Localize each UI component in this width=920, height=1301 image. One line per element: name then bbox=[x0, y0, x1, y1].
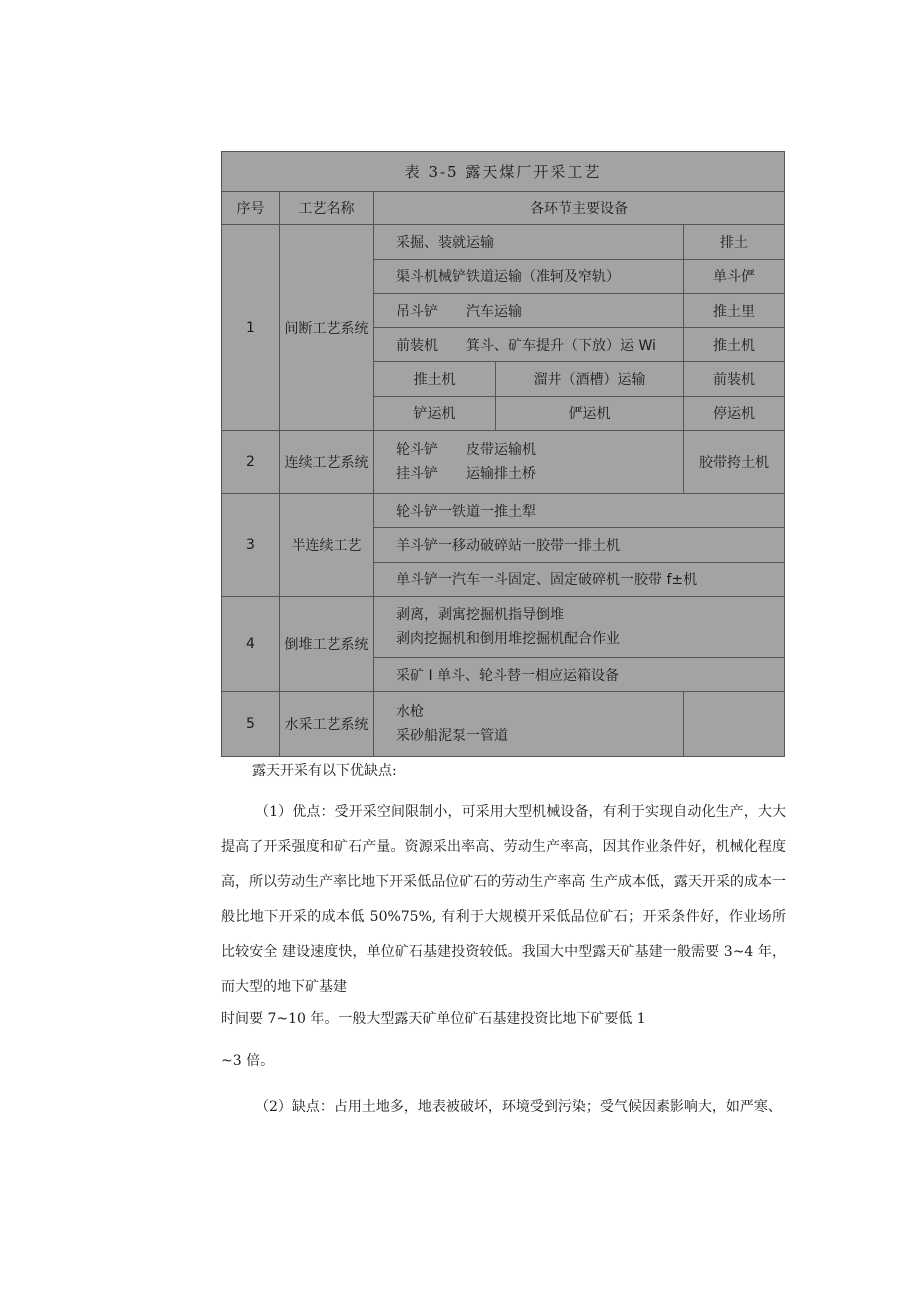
row4-line2: 剥肉挖掘机和倒用堆挖掘机配合作业 bbox=[396, 631, 620, 648]
table-caption: 表 3-5 露天煤厂开采工艺 bbox=[222, 152, 785, 192]
row1-line1-main: 采掘、装就运输 bbox=[374, 225, 684, 259]
row1-line4-b: 箕斗、矿车提升（下放）运 Wi bbox=[466, 337, 656, 354]
row5-line1: 水枪 bbox=[396, 704, 424, 721]
row4-num: 4 bbox=[222, 596, 280, 692]
header-process-name: 工艺名称 bbox=[280, 192, 374, 225]
row1-line2-right: 单斗俨 bbox=[684, 259, 785, 293]
row1-line5-left: 推土机 bbox=[374, 362, 496, 396]
header-equipment: 各环节主要设备 bbox=[374, 192, 785, 225]
mining-process-table bbox=[221, 151, 785, 757]
table-row bbox=[222, 596, 785, 657]
table-row bbox=[222, 692, 785, 757]
row3-num: 3 bbox=[222, 494, 280, 597]
caption-row bbox=[222, 152, 785, 192]
row2-line1 bbox=[396, 438, 683, 462]
row5-line2: 采砂船泥泵一管道 bbox=[396, 728, 508, 745]
row5-main bbox=[374, 692, 684, 757]
row1-line3-b: 汽车运输 bbox=[466, 303, 522, 320]
body-paragraph-disadvantages: （2）缺点：占用土地多，地表被破坏，环境受到污染；受气候因素影响大，如严寒、 bbox=[255, 1099, 782, 1115]
body-paragraph-cont: 时间要 7~10 年。一般大型露天矿单位矿石基建投资比地下矿要低 1 bbox=[221, 1011, 646, 1027]
row2-line2 bbox=[396, 462, 683, 486]
body-paragraph-advantages: （1）优点：受开采空间限制小，可采用大型机械设备，有利于实现自动化生产，大大提高了开采强度和矿石产量。资源采出率高、劳动生产率高，因其作业条件好，机械化程度高，所以劳动生产率比地下开采低品位矿石的劳动生产率高 生产成本低，露天开采的成本一般比地下开采的成本低 50%75%, 有利于大规模开采低品位矿石；开采条件好，作业场所比较安全 建设速度快，单位矿石基建投资较低。我国大中型露天矿基建一般需要 3~4 年，而大型的地下矿基建 bbox=[221, 804, 786, 995]
row2-name: 连续工艺系统 bbox=[280, 430, 374, 493]
table-row bbox=[222, 494, 785, 528]
row5-name: 水采工艺系统 bbox=[280, 692, 374, 757]
row1-line4-a: 前装机 bbox=[396, 337, 438, 354]
table-row bbox=[222, 225, 785, 259]
row4-line1: 剥离，剥寓挖掘机指导倒堆 bbox=[396, 607, 564, 624]
row3-line2: 羊斗铲一移动破碎站一胶带一排土机 bbox=[374, 528, 785, 562]
row1-line2-main: 渠斗机械铲铁道运输（准轲及窄轨） bbox=[374, 259, 684, 293]
header-row bbox=[222, 192, 785, 225]
row1-line6-mid: 俨运机 bbox=[496, 396, 684, 430]
row2-line1-a: 轮斗铲 bbox=[396, 442, 438, 458]
row1-line4-main bbox=[374, 328, 684, 362]
row1-line1-right: 排土 bbox=[684, 225, 785, 259]
row1-line3-right: 推土里 bbox=[684, 293, 785, 327]
row4-line3: 采矿 I 单斗、轮斗替一相应运箱设备 bbox=[374, 658, 785, 692]
row3-line3: 单斗铲一汽车一斗固定、固定破碎机一胶带 f±机 bbox=[374, 562, 785, 596]
row3-name: 半连续工艺 bbox=[280, 494, 374, 597]
row5-right-empty bbox=[684, 692, 785, 757]
row1-line5-mid: 溜井（酒槽）运输 bbox=[496, 362, 684, 396]
table-row bbox=[222, 430, 785, 493]
row1-name: 间断工艺系统 bbox=[280, 225, 374, 430]
row1-line5-right: 前装机 bbox=[684, 362, 785, 396]
row4-main bbox=[374, 596, 785, 657]
row1-line3-main bbox=[374, 293, 684, 327]
row1-line6-right: 停运机 bbox=[684, 396, 785, 430]
row1-num: 1 bbox=[222, 225, 280, 430]
row2-right: 胶带挎土机 bbox=[684, 430, 785, 493]
row1-line3-a: 吊斗铲 bbox=[396, 303, 438, 320]
row4-name: 倒堆工艺系统 bbox=[280, 596, 374, 692]
row2-line1-b: 皮带运输机 bbox=[466, 442, 536, 458]
row1-line4-right: 推土机 bbox=[684, 328, 785, 362]
row2-main bbox=[374, 430, 684, 493]
body-paragraph-cont2: ~3 倍。 bbox=[221, 1053, 275, 1069]
row2-line2-a: 挂斗铲 bbox=[396, 466, 438, 482]
row1-line6-left: 铲运机 bbox=[374, 396, 496, 430]
body-intro: 露天开采有以下优缺点: bbox=[252, 763, 397, 779]
row5-num: 5 bbox=[222, 692, 280, 757]
row3-line1: 轮斗铲一铁道一推土犁 bbox=[374, 494, 785, 528]
header-seq: 序号 bbox=[222, 192, 280, 225]
row2-line2-b: 运输排土桥 bbox=[466, 466, 536, 482]
mining-process-table-wrapper bbox=[221, 151, 784, 757]
row2-num: 2 bbox=[222, 430, 280, 493]
